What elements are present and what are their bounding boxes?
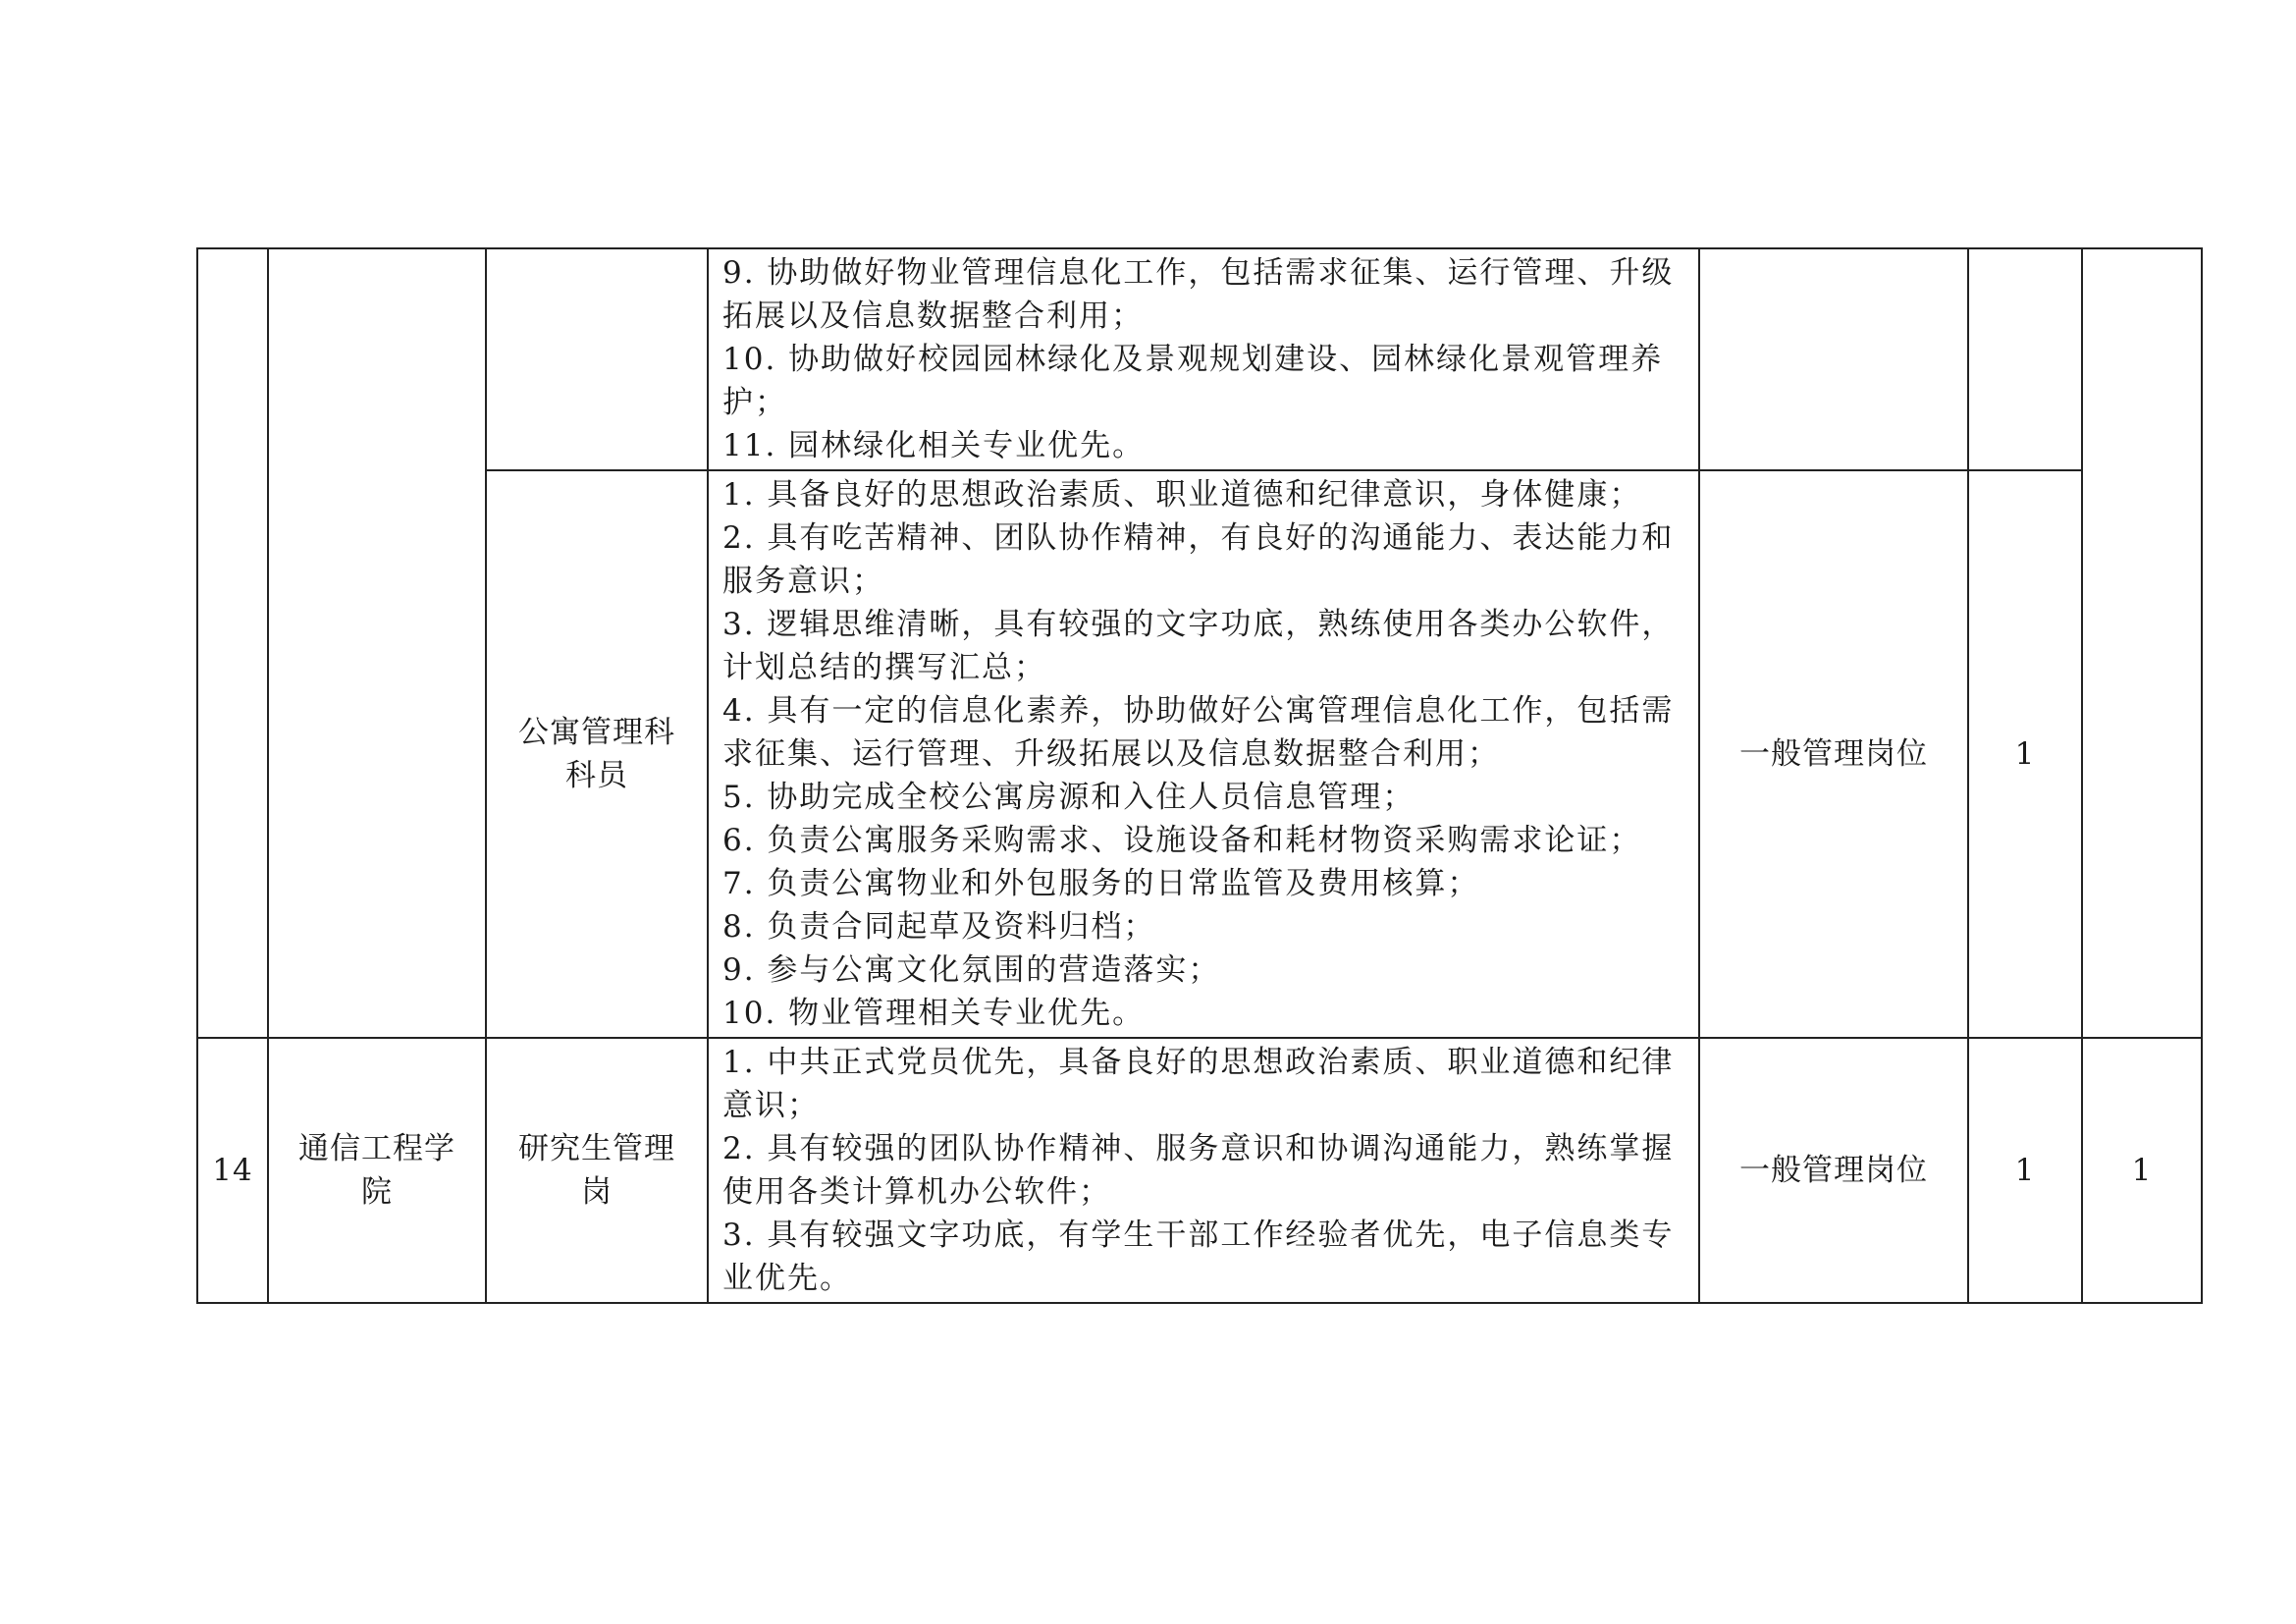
- position-cell-continued: [486, 248, 708, 470]
- category-cell-apartment: [1699, 470, 1968, 1038]
- position-cell-apartment: [486, 470, 708, 1038]
- category-label: 一般管理岗位: [1739, 1153, 1928, 1188]
- index-cell-continued: [197, 248, 268, 1038]
- requirement-line: 6. 负责公寓服务采购需求、设施设备和耗材物资采购需求论证；: [722, 823, 1642, 858]
- requirements-cell-continued: [708, 248, 1699, 470]
- count-cell-14: [1968, 1038, 2082, 1303]
- recruitment-table: [196, 247, 2203, 1304]
- row-index: 14: [212, 1153, 253, 1188]
- requirement-line: 11. 园林绿化相关专业优先。: [722, 428, 1146, 463]
- total-cell-14: [2082, 1038, 2202, 1303]
- requirement-line: 9. 参与公寓文化氛围的营造落实；: [722, 952, 1221, 988]
- requirement-line: 4. 具有一定的信息化素养，协助做好公寓管理信息化工作，包括需求征集、运行管理、升级拓展以及信息数据整合利用；: [722, 693, 1675, 772]
- table-row-apartment: [197, 470, 2202, 1038]
- index-cell-14: [197, 1038, 268, 1303]
- unit-cell-continued: [268, 248, 486, 1038]
- unit-cell-14: [268, 1038, 486, 1303]
- requirement-line: 1. 中共正式党员优先，具备良好的思想政治素质、职业道德和纪律意识；: [722, 1045, 1675, 1123]
- count-cell-continued: [1968, 248, 2082, 470]
- requirement-line: 10. 协助做好校园园林绿化及景观规划建设、园林绿化景观管理养护；: [722, 342, 1664, 420]
- requirements-cell-apartment: [708, 470, 1699, 1038]
- total-value: 1: [2131, 1153, 2153, 1188]
- position-name: 研究生管理岗: [518, 1131, 675, 1210]
- requirement-line: 2. 具有吃苦精神、团队协作精神，有良好的沟通能力、表达能力和服务意识；: [722, 520, 1675, 599]
- count-cell-apartment: [1968, 470, 2082, 1038]
- requirement-line: 7. 负责公寓物业和外包服务的日常监管及费用核算；: [722, 866, 1480, 901]
- table-row-14: [197, 1038, 2202, 1303]
- total-cell-continued: [2082, 248, 2202, 1038]
- position-name: 公寓管理科科员: [518, 715, 675, 793]
- position-cell-14: [486, 1038, 708, 1303]
- requirement-line: 3. 具有较强文字功底，有学生干部工作经验者优先，电子信息类专业优先。: [722, 1218, 1675, 1296]
- requirement-line: 3. 逻辑思维清晰，具有较强的文字功底，熟练使用各类办公软件，计划总结的撰写汇总；: [722, 607, 1675, 685]
- requirements-cell-14: [708, 1038, 1699, 1303]
- requirement-line: 8. 负责合同起草及资料归档；: [722, 909, 1156, 945]
- table-row-continued: [197, 248, 2202, 470]
- requirement-line: 10. 物业管理相关专业优先。: [722, 996, 1146, 1031]
- requirement-line: 2. 具有较强的团队协作精神、服务意识和协调沟通能力，熟练掌握使用各类计算机办公软件；: [722, 1131, 1675, 1210]
- requirement-line: 9. 协助做好物业管理信息化工作，包括需求征集、运行管理、升级拓展以及信息数据整合利用；: [722, 255, 1675, 334]
- count-value: 1: [2014, 1153, 2036, 1188]
- requirement-line: 1. 具备良好的思想政治素质、职业道德和纪律意识，身体健康；: [722, 477, 1642, 513]
- category-cell-continued: [1699, 248, 1968, 470]
- category-label: 一般管理岗位: [1739, 736, 1928, 772]
- requirement-line: 5. 协助完成全校公寓房源和入住人员信息管理；: [722, 780, 1415, 815]
- count-value: 1: [2014, 736, 2036, 772]
- category-cell-14: [1699, 1038, 1968, 1303]
- unit-name: 通信工程学院: [298, 1131, 455, 1210]
